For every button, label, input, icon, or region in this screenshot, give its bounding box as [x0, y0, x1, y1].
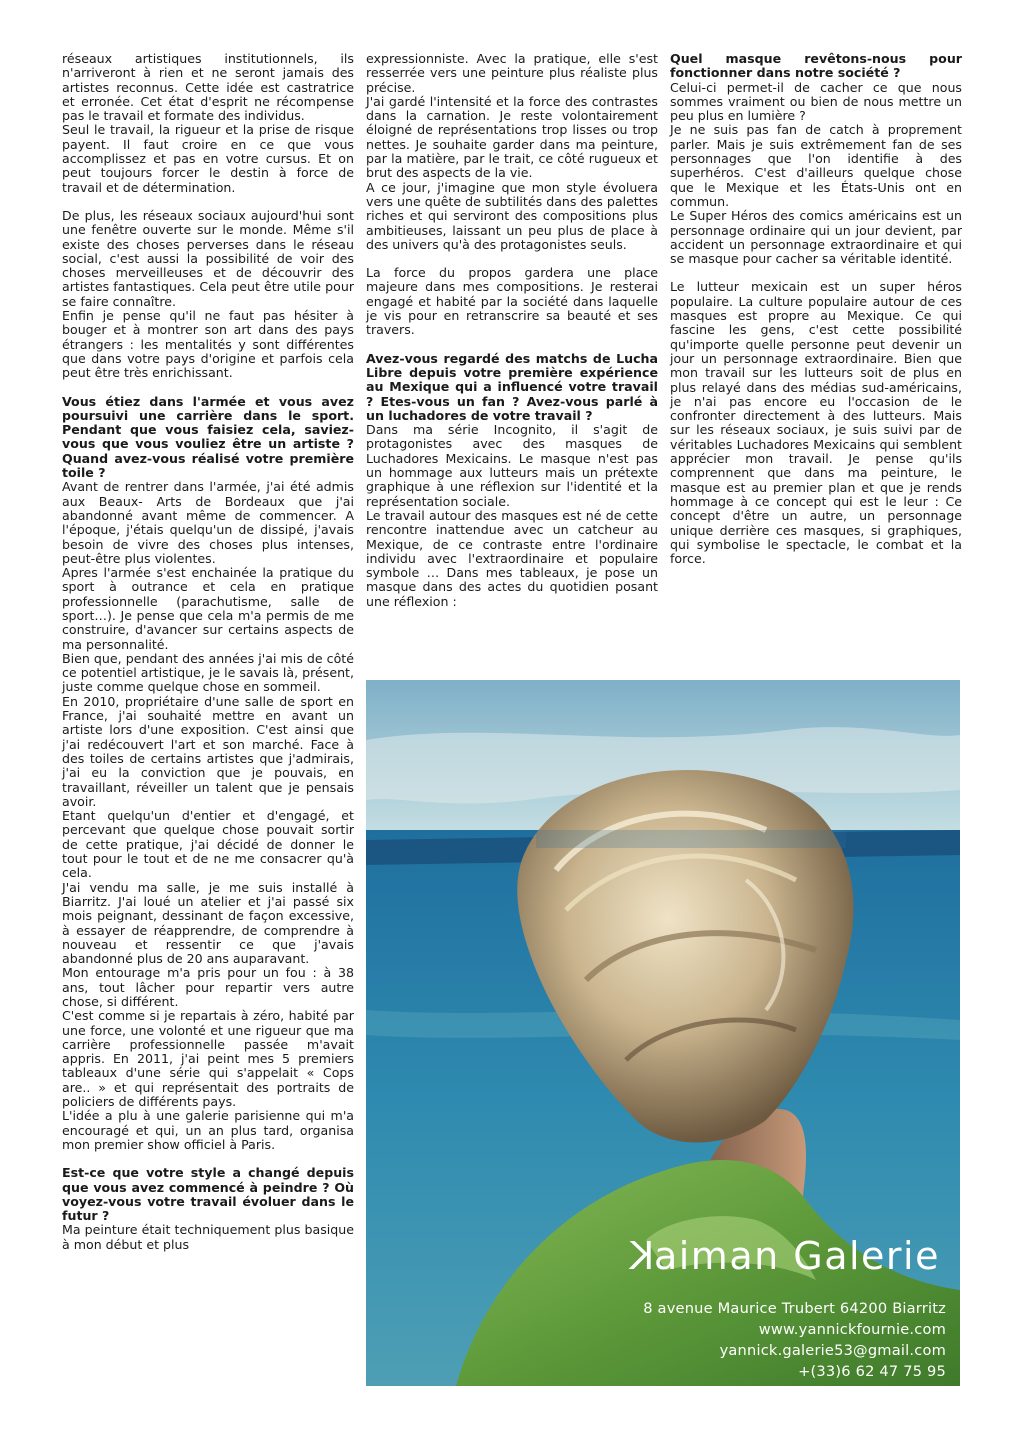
- gallery-advertisement: [366, 680, 960, 1386]
- paragraph: Avant de rentrer dans l'armée, j'ai été admis aux Beaux- Arts de Bordeaux que j'ai abandonné avant même de commencer. A l'époque, j'étais quelqu'un de dissipé, j'avais besoin de vivre des choses plus intenses, peut-être plus violentes.: [62, 479, 354, 566]
- interview-question: Vous étiez dans l'armée et vous avez poursuivi une carrière dans le sport. Pendant que vous faisiez cela, saviez-vous que vous vouliez être un artiste ? Quand avez-vous réalisé votre première toile ?: [62, 393, 354, 481]
- paragraph: En 2010, propriétaire d'une salle de sport en France, j'ai souhaité mettre en avant un artiste lors d'une exposition. C'est ainsi que j'ai redécouvert l'art et son marché. Face à des toiles de certains artistes que j'admirais, j'ai eu la conviction que je pouvais, en travaillant, réveiller un talent que je pensais avoir.: [62, 693, 354, 809]
- paragraph: Le travail autour des masques est né de cette rencontre inattendue avec un catcheur au Mexique, de ce contraste entre l'ordinaire individu avec l'extraordinaire et populaire symbole … Dans mes tableaux, je pose un masque dans des actes du quotidien posant une réflexion :: [366, 507, 658, 609]
- paragraph: réseaux artistiques institutionnels, ils n'arriveront à rien et ne seront jamais des artistes reconnus. Cette idée est castratrice et erronée. Cet état d'esprit ne récompense pas le travail et formate des individus.: [62, 51, 354, 124]
- paragraph: Bien que, pendant des années j'ai mis de côté ce potentiel artistique, je le savais là, présent, juste comme quelque chose en sommeil.: [62, 650, 354, 695]
- paragraph: Seul le travail, la rigueur et la prise de risque payent. Il faut croire en ce que vous accomplissez et pas en votre cursus. Et on peut toujours forcer le destin à force de travail et de détermination.: [62, 122, 354, 195]
- article-column-1: [62, 52, 354, 1252]
- paragraph: De plus, les réseaux sociaux aujourd'hui sont une fenêtre ouverte sur le monde. Même s'il existe des choses perverses dans le réseau social, c'est aussi la possibilité de voir des choses merveilleuses et de découvrir des artistes fantastiques. Cela peut être utile pour se faire connaître.: [62, 207, 354, 309]
- gallery-phone: +(33)6 62 47 75 95: [798, 1363, 946, 1380]
- painting-woman-back-view: [366, 680, 960, 1386]
- paragraph: Le Super Héros des comics américains est un personnage ordinaire qui un jour devient, par accident un personnage extraordinaire et qui se masque pour cacher sa véritable identité.: [670, 208, 962, 267]
- paragraph: L'idée a plu à une galerie parisienne qui m'a encouragé et qui, un an plus tard, organisa mon premier show officiel à Paris.: [62, 1108, 354, 1152]
- interview-question: Quel masque revêtons-nous pour fonctionner dans notre société ?: [670, 51, 962, 81]
- interview-question: Est-ce que votre style a changé depuis que vous avez commencé à peindre ? Où voyez-vous votre travail évoluer dans le futur ?: [62, 1165, 354, 1224]
- paragraph: Ma peinture était techniquement plus basique à mon début et plus: [62, 1222, 354, 1252]
- interview-question: Avez-vous regardé des matchs de Lucha Libre depuis votre première expérience au Mexique qui a influencé votre travail ? Etes-vous un fan ? Avez-vous parlé à un luchadores de votre travail ?: [366, 350, 658, 423]
- paragraph: expressionniste. Avec la pratique, elle s'est resserrée vers une peinture plus réaliste plus précise.: [366, 51, 658, 95]
- article-column-2: [366, 52, 658, 609]
- paragraph: Etant quelqu'un d'entier et d'engagé, et percevant que quelque chose pouvait sortir de cette pratique, j'ai décidé de donner le tout pour le tout et de ne me consacrer qu'à cela.: [62, 808, 354, 881]
- paragraph: Mon entourage m'a pris pour un fou : à 38 ans, tout lâcher pour repartir vers autre chose, si différent.: [62, 965, 354, 1009]
- paragraph: Dans ma série Incognito, il s'agit de protagonistes avec des masques de Luchadores Mexicains. Le masque n'est pas un hommage aux lutteurs mais un prétexte graphique à une réflexion sur l'identité et la représentation sociale.: [366, 422, 658, 509]
- article-column-3: [670, 52, 962, 566]
- gallery-website[interactable]: www.yannickfournie.com: [758, 1321, 946, 1338]
- paragraph: Le lutteur mexicain est un super héros populaire. La culture populaire autour de ces masques est propre au Mexique. Ce qui fascine les gens, c'est cette possibilité qu'importe quelle personne peut devenir un jour un personnage extraordinaire. Bien que mon travail sur les lutteurs soit de plus en plus relayé dans des médias sud-américains, je n'ai pas encore eu l'occasion de le confronter directement à des lutteurs. Mais sur les réseaux sociaux, je suis suivi par de véritables Luchadores Mexicains qui semblent apprécier mon travail. Je pense qu'ils comprennent que dans ma peinture, le masque est au premier plan et que je rends hommage à ce concept qui est le leur : Ce concept d'être un autre, un personnage unique derrière ces masques, si graphiques, qui symbolise le spectacle, le combat et la force.: [670, 279, 962, 567]
- paragraph: J'ai vendu ma salle, je me suis installé à Biarritz. J'ai loué un atelier et j'ai passé six mois peignant, dessinant de façon excessive, à essayer de réapprendre, de comprendre à nouveau et ressentir ce que j'avais abandonné plus de 20 ans auparavant.: [62, 879, 354, 967]
- paragraph: Celui-ci permet-il de cacher ce que nous sommes vraiment ou bien de nous mettre un peu plus en lumière ?: [670, 79, 962, 124]
- gallery-email[interactable]: yannick.galerie53@gmail.com: [719, 1342, 946, 1359]
- paragraph: La force du propos gardera une place majeure dans mes compositions. Je resterai engagé et habité par la société dans laquelle je vis pour en retranscrire sa beauté et ses travers.: [366, 265, 658, 338]
- paragraph: J'ai gardé l'intensité et la force des contrastes dans la carnation. Je reste volontairement éloigné de représentations trop lisses ou trop nettes. Je souhaite garder dans ma peinture, par la matière, par le trait, ce côté rugueux et brut des aspects de la vie.: [366, 93, 658, 181]
- paragraph: Enfin je pense qu'il ne faut pas hésiter à bouger et à montrer son art dans des pays étrangers : les mentalités y sont différentes que dans votre pays d'origine et parfois cela peut être très enrichissant.: [62, 308, 354, 381]
- paragraph: A ce jour, j'imagine que mon style évoluera vers une quête de subtilités dans des palettes riches et qui serviront des compositions plus ambitieuses, laissant un peu plus de place à des univers qu'à des protagonistes seuls.: [366, 179, 658, 252]
- gallery-address: 8 avenue Maurice Trubert 64200 Biarritz: [643, 1300, 946, 1317]
- paragraph: Apres l'armée s'est enchainée la pratique du sport à outrance et cela en pratique professionnelle (parachutisme, salle de sport…). Je pense que cela m'a permis de me construire, d'avancer sur certains aspects de ma personnalité.: [62, 565, 354, 652]
- gallery-name: Kaiman Galerie: [627, 1234, 940, 1278]
- paragraph: C'est comme si je repartais à zéro, habité par une force, une volonté et une rigueur que ma carrière professionnelle passée m'avait appris. En 2011, j'ai peint mes 5 premiers tableaux d'une série qui s'appelait « Cops are.. » et qui représentait des portraits de policiers de différents pays.: [62, 1008, 354, 1110]
- paragraph: Je ne suis pas fan de catch à proprement parler. Mais je suis extrêmement fan de ses personnages que l'on identifie à des superhéros. C'est d'ailleurs quelque chose que le Mexique et les États-Unis ont en commun.: [670, 122, 962, 209]
